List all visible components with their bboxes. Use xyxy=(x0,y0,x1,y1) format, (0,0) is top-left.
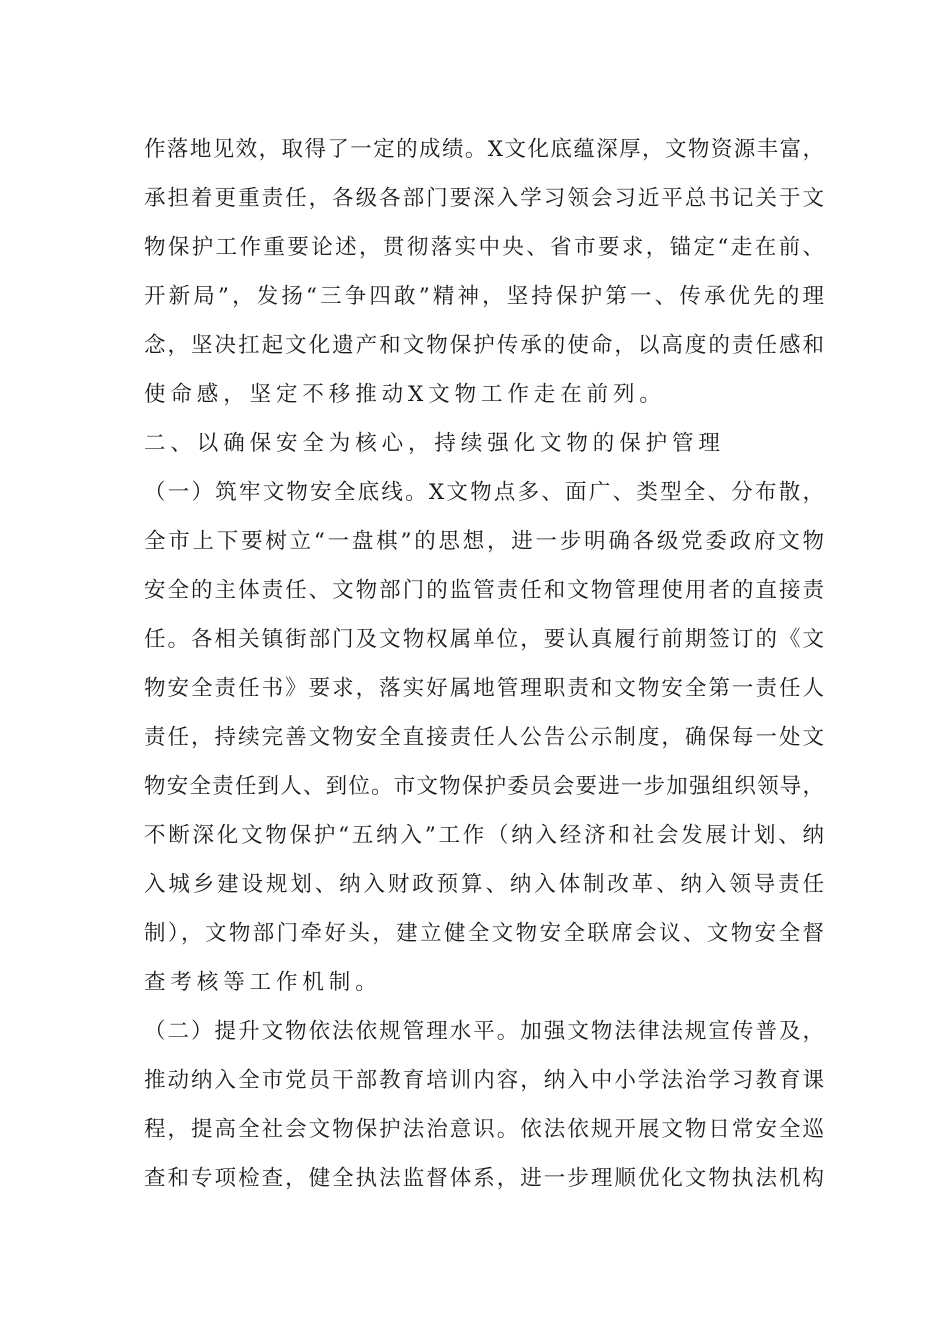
text-line: 推动纳入全市党员干部教育培训内容，纳入中小学法治学习教育课 xyxy=(144,1068,824,1093)
text-line: 开新局”，发扬“三争四敢”精神，坚持保护第一、传承优先的理 xyxy=(144,284,824,309)
text-line: 承担着更重责任，各级各部门要深入学习领会习近平总书记关于文 xyxy=(144,186,824,211)
text-line: 物安全责任到人、到位。市文物保护委员会要进一步加强组织领导， xyxy=(144,774,824,799)
text-line: 制），文物部门牵好头，建立健全文物安全联席会议、文物安全督 xyxy=(144,921,824,946)
text-line: 任。各相关镇街部门及文物权属单位，要认真履行前期签订的《文 xyxy=(144,627,824,652)
text-line: 不断深化文物保护“五纳入”工作（纳入经济和社会发展计划、纳 xyxy=(144,823,824,848)
text-line: 查和专项检查，健全执法监督体系，进一步理顺优化文物执法机构 xyxy=(144,1166,824,1191)
text-line: （一）筑牢文物安全底线。X文物点多、面广、类型全、分布散， xyxy=(144,480,824,505)
text-line: 使命感，坚定不移推动X文物工作走在前列。 xyxy=(144,382,666,407)
text-line: 全市上下要树立“一盘棋”的思想，进一步明确各级党委政府文物 xyxy=(144,529,824,554)
text-line: 安全的主体责任、文物部门的监管责任和文物管理使用者的直接责 xyxy=(144,578,824,603)
text-line: 入城乡建设规划、纳入财政预算、纳入体制改革、纳入领导责任 xyxy=(144,872,824,897)
text-line: 念，坚决扛起文化遗产和文物保护传承的使命，以高度的责任感和 xyxy=(144,333,824,358)
text-line: 物保护工作重要论述，贯彻落实中央、省市要求，锚定“走在前、 xyxy=(144,235,824,260)
text-line: （二）提升文物依法依规管理水平。加强文物法律法规宣传普及， xyxy=(144,1019,824,1044)
text-line: 物安全责任书》要求，落实好属地管理职责和文物安全第一责任人 xyxy=(144,676,824,701)
text-line: 程，提高全社会文物保护法治意识。依法依规开展文物日常安全巡 xyxy=(144,1117,824,1142)
text-line: 责任，持续完善文物安全直接责任人公告公示制度，确保每一处文 xyxy=(144,725,824,750)
text-line: 作落地见效，取得了一定的成绩。X文化底蕴深厚，文物资源丰富， xyxy=(144,137,824,162)
section-heading: 二、以确保安全为核心，持续强化文物的保护管理 xyxy=(144,431,725,456)
text-line: 查考核等工作机制。 xyxy=(144,970,382,995)
